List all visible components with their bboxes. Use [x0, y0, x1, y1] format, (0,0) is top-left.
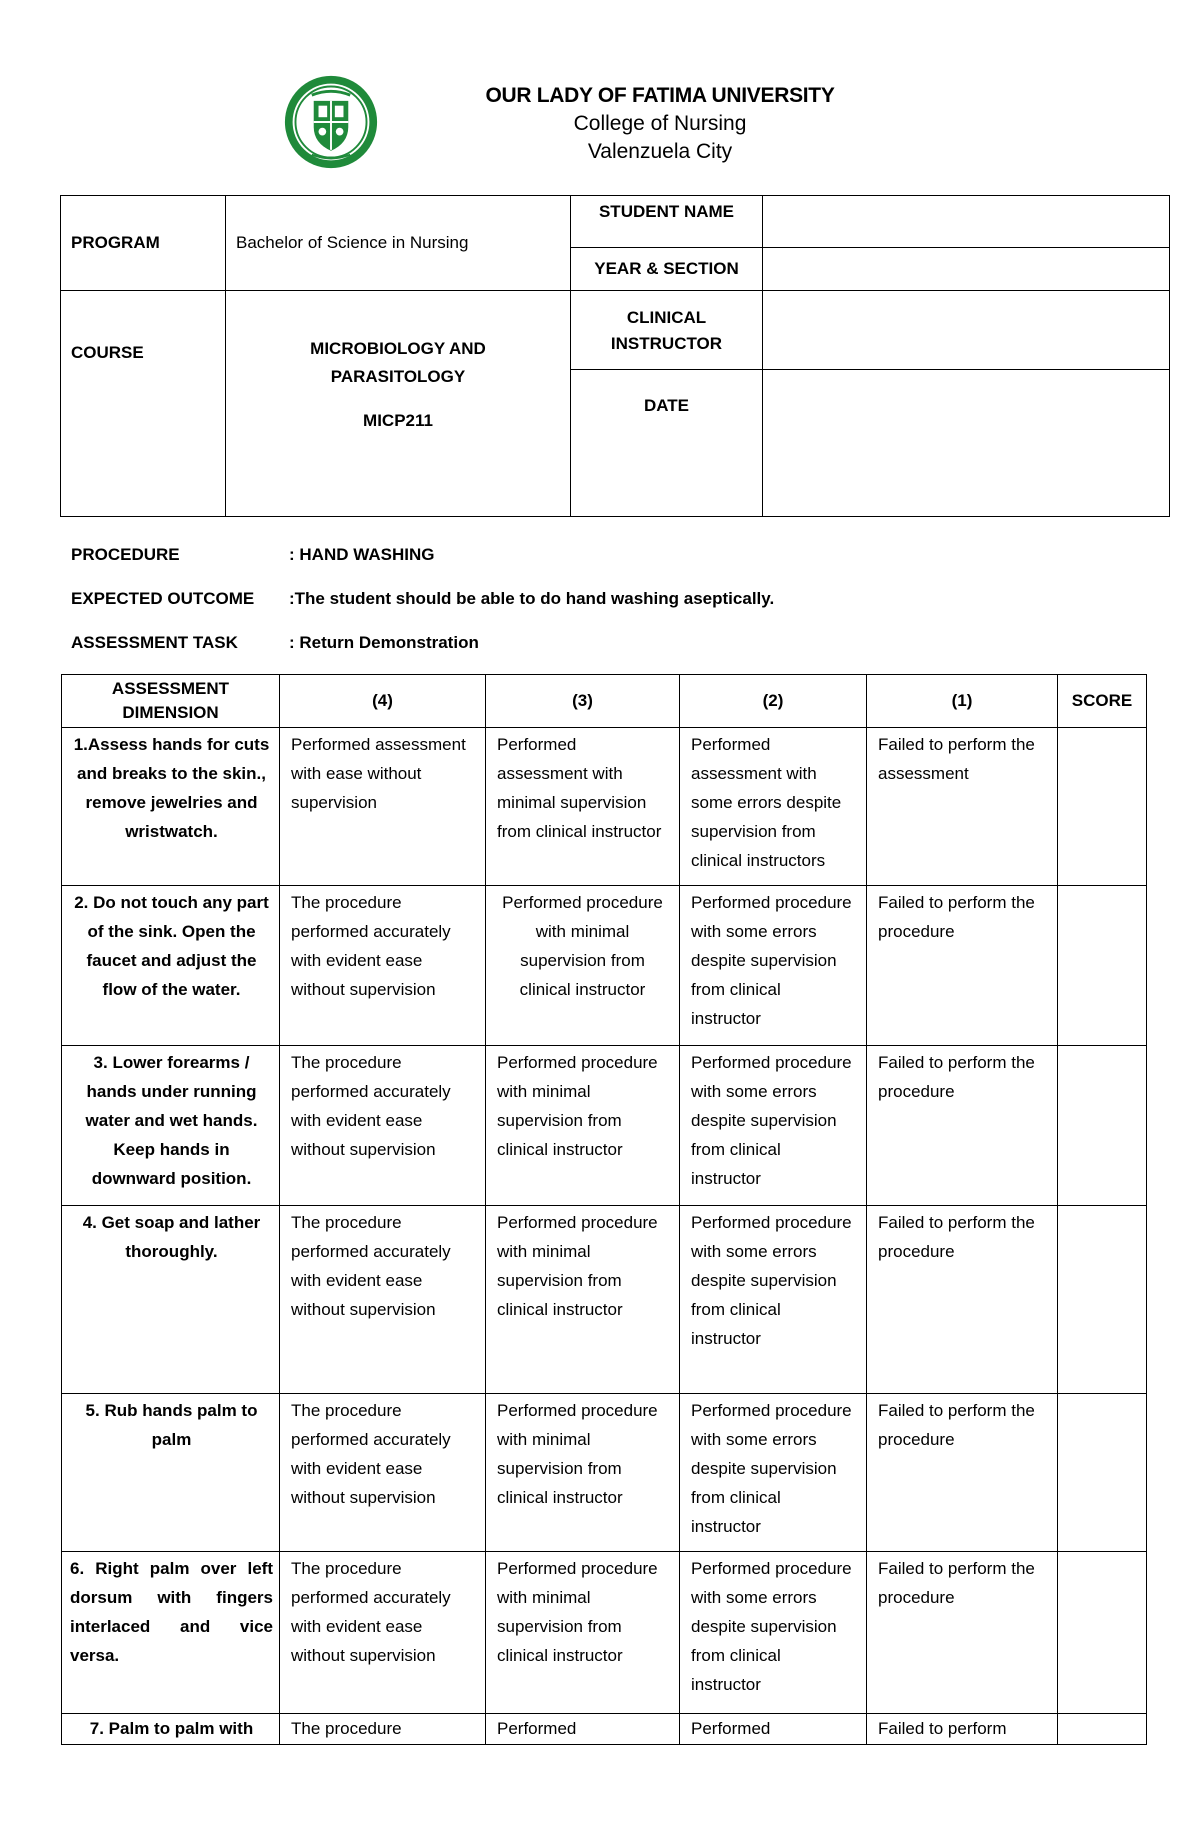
- score-field[interactable]: [1058, 1394, 1147, 1552]
- course-label: COURSE: [61, 291, 226, 517]
- score-2-cell: Performed procedure with some errors despite supervision from clinical instructor: [680, 1552, 867, 1714]
- score-3-cell: Performed procedure with minimal supervision from clinical instructor: [486, 886, 680, 1046]
- university-seal-icon: [283, 74, 379, 170]
- program-label: PROGRAM: [61, 196, 226, 291]
- clinical-instructor-label: [571, 291, 763, 369]
- score-2-cell: Performed procedure with some errors despite supervision from clinical instructor: [680, 886, 867, 1046]
- clinical-instructor-label-line2: INSTRUCTOR: [610, 334, 723, 354]
- dimension-cell: 7. Palm to palm with: [62, 1714, 280, 1745]
- procedure-value: : HAND WASHING: [289, 545, 435, 564]
- expected-outcome-value: :The student should be able to do hand washing aseptically.: [289, 589, 775, 608]
- university-header: [440, 82, 880, 166]
- score-field[interactable]: [1058, 728, 1147, 886]
- score-field[interactable]: [1058, 1552, 1147, 1714]
- year-section-label: YEAR & SECTION: [571, 248, 763, 291]
- header-score-1: (1): [867, 675, 1058, 728]
- clinical-instructor-label-line1: CLINICAL: [626, 308, 707, 328]
- year-section-field[interactable]: [763, 248, 1170, 291]
- rubric-header-row: [62, 675, 1147, 728]
- table-row: [62, 1552, 1147, 1714]
- score-2-cell: Performed procedure with some errors despite supervision from clinical instructor: [680, 1206, 867, 1394]
- score-3-cell: Performed assessment with minimal supervision from clinical instructor: [486, 728, 680, 886]
- header-score-3: (3): [486, 675, 680, 728]
- dimension-cell: 3. Lower forearms / hands under running water and wet hands. Keep hands in downward position.: [62, 1046, 280, 1206]
- score-3-cell: Performed procedure with minimal supervision from clinical instructor: [486, 1046, 680, 1206]
- score-3-cell: Performed procedure with minimal supervision from clinical instructor: [486, 1394, 680, 1552]
- score-3-cell: Performed procedure with minimal supervision from clinical instructor: [486, 1206, 680, 1394]
- table-row: [62, 1714, 1147, 1745]
- table-row: [62, 1206, 1147, 1394]
- date-label: DATE: [571, 369, 763, 516]
- score-field[interactable]: [1058, 1206, 1147, 1394]
- table-row: [62, 886, 1147, 1046]
- score-4-cell: The procedure performed accurately with evident ease without supervision: [280, 1394, 486, 1552]
- student-name-field[interactable]: [763, 196, 1170, 248]
- header-score-2: (2): [680, 675, 867, 728]
- table-row: [62, 1394, 1147, 1552]
- score-2-cell: Performed procedure with some errors despite supervision from clinical instructor: [680, 1394, 867, 1552]
- clinical-instructor-field[interactable]: [763, 291, 1170, 369]
- course-name-line1: MICROBIOLOGY AND: [310, 339, 486, 359]
- assessment-task-label: ASSESSMENT TASK: [71, 633, 238, 652]
- score-4-cell: The procedure performed accurately with evident ease without supervision: [280, 886, 486, 1046]
- expected-outcome-label: EXPECTED OUTCOME: [71, 589, 255, 608]
- assessment-rubric-table: [61, 674, 1147, 1745]
- header-assessment-dimension: ASSESSMENT DIMENSION: [62, 675, 280, 728]
- score-4-cell: Performed assessment with ease without supervision: [280, 728, 486, 886]
- dimension-cell: 4. Get soap and lather thoroughly.: [62, 1206, 280, 1394]
- score-field[interactable]: [1058, 1714, 1147, 1745]
- score-4-cell: The procedure performed accurately with evident ease without supervision: [280, 1206, 486, 1394]
- university-name: OUR LADY OF FATIMA UNIVERSITY: [485, 84, 835, 107]
- header-score: SCORE: [1058, 675, 1147, 728]
- dimension-cell: 1.Assess hands for cuts and breaks to the skin., remove jewelries and wristwatch.: [62, 728, 280, 886]
- college-name: College of Nursing: [573, 112, 747, 135]
- score-1-cell: Failed to perform the assessment: [867, 728, 1058, 886]
- procedure-label: PROCEDURE: [71, 545, 180, 564]
- score-1-cell: Failed to perform the procedure: [867, 1394, 1058, 1552]
- score-2-cell: Performed procedure with some errors despite supervision from clinical instructor: [680, 1046, 867, 1206]
- city-name: Valenzuela City: [587, 140, 733, 163]
- score-field[interactable]: [1058, 886, 1147, 1046]
- score-4-cell: The procedure performed accurately with evident ease without supervision: [280, 1552, 486, 1714]
- score-2-cell: Performed assessment with some errors despite supervision from clinical instructors: [680, 728, 867, 886]
- date-field[interactable]: [763, 369, 1170, 516]
- score-4-cell: The procedure performed accurately with evident ease without supervision: [280, 1046, 486, 1206]
- score-1-cell: Failed to perform the procedure: [867, 1552, 1058, 1714]
- assessment-task-value: : Return Demonstration: [289, 633, 479, 652]
- score-1-cell: Failed to perform: [867, 1714, 1058, 1745]
- dimension-cell: 5. Rub hands palm to palm: [62, 1394, 280, 1552]
- dimension-cell: 2. Do not touch any part of the sink. Open the faucet and adjust the flow of the water.: [62, 886, 280, 1046]
- header-score-4: (4): [280, 675, 486, 728]
- dimension-cell: 6. Right palm over left dorsum with fingers interlaced and vice versa.: [62, 1552, 280, 1714]
- student-name-label: STUDENT NAME: [571, 196, 763, 248]
- score-2-cell: Performed: [680, 1714, 867, 1745]
- course-code: MICP211: [363, 411, 433, 431]
- course-value: [226, 291, 571, 517]
- student-info-table: [60, 195, 1170, 517]
- score-3-cell: Performed procedure with minimal supervision from clinical instructor: [486, 1552, 680, 1714]
- table-row: [62, 728, 1147, 886]
- course-name-line2: PARASITOLOGY: [330, 367, 466, 387]
- score-3-cell: Performed: [486, 1714, 680, 1745]
- score-1-cell: Failed to perform the procedure: [867, 1206, 1058, 1394]
- score-field[interactable]: [1058, 1046, 1147, 1206]
- score-1-cell: Failed to perform the procedure: [867, 886, 1058, 1046]
- program-value: Bachelor of Science in Nursing: [226, 196, 571, 291]
- table-row: [62, 1046, 1147, 1206]
- score-4-cell: The procedure: [280, 1714, 486, 1745]
- score-1-cell: Failed to perform the procedure: [867, 1046, 1058, 1206]
